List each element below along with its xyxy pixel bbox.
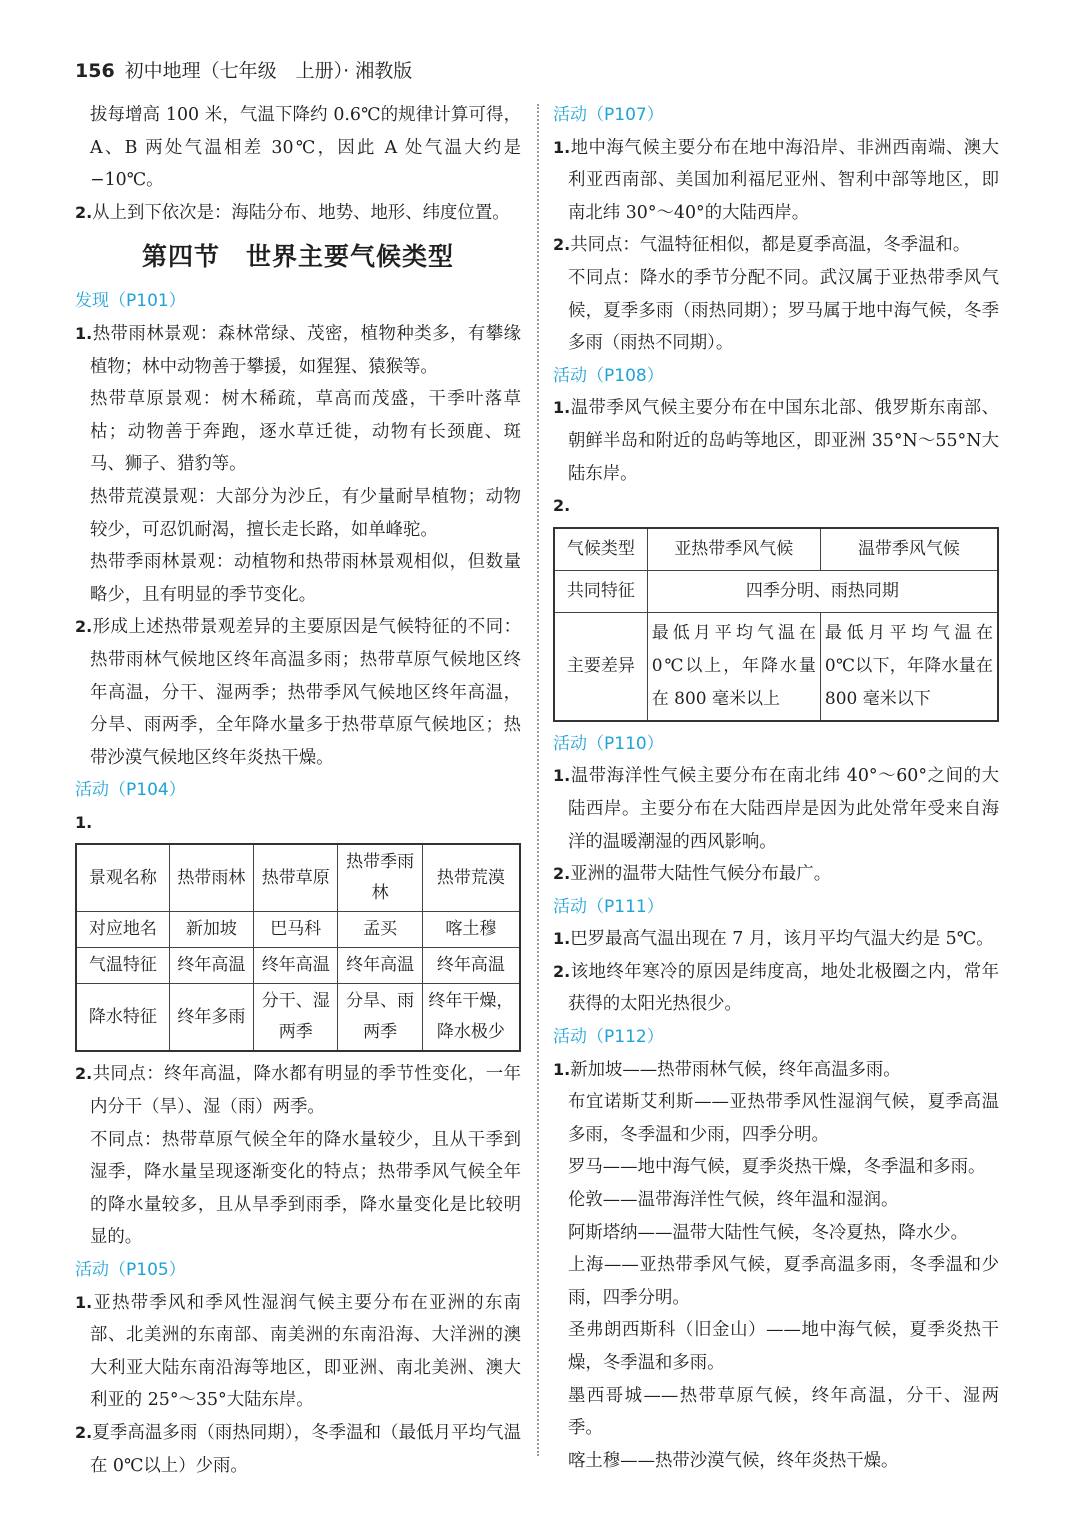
- list-item: [75, 1417, 521, 1482]
- table-row: [554, 612, 998, 721]
- table-row: [554, 570, 998, 612]
- item-number: 2.: [553, 496, 571, 516]
- table-cell: 热带荒漠: [422, 844, 520, 912]
- table-cell: 分旱、雨两季: [338, 984, 422, 1052]
- table-cell: 分干、湿两季: [254, 984, 338, 1052]
- list-item: [553, 132, 999, 230]
- table-cell: 亚热带季风气候: [647, 528, 820, 571]
- table-cell: 终年高温: [169, 948, 253, 984]
- item-text: 共同点：气温特征相似，都是夏季高温，冬季温和。: [570, 235, 971, 256]
- item-number: 2.: [553, 235, 571, 255]
- item-number: 2.: [75, 1423, 93, 1442]
- table-cell: 孟买: [338, 912, 422, 948]
- table-cell: 新加坡: [169, 912, 253, 948]
- left-column: [75, 99, 521, 1482]
- section-title: 第四节 世界主要气候类型: [141, 242, 454, 272]
- item-number: 2.: [75, 1064, 93, 1084]
- table-cell: 终年高温: [422, 948, 520, 984]
- list-item: [75, 807, 521, 840]
- paragraph: 阿斯塔纳——温带大陆性气候，冬冷夏热，降水少。: [568, 1222, 968, 1243]
- item-text: 温带海洋性气候主要分布在南北纬 40°～60°之间的大陆西岸。主要分布在大陆西岸是因为此处常年受来自海洋的温暖潮湿的西风影响。: [568, 766, 999, 852]
- paragraph: 不同点：热带草原气候全年的降水量较少，且从干季到湿季，降水量呈现逐渐变化的特点；热带季风气候全年的降水量较多，且从旱季到雨季，降水量变化是比较明显的。: [90, 1129, 521, 1248]
- table-cell: 景观名称: [76, 844, 169, 912]
- table-cell: 巴马科: [254, 912, 338, 948]
- paragraph: 热带草原景观：树木稀疏，草高而茂盛，干季叶落草枯；动物善于奔跑，逐水草迁徙，动物有长颈鹿、斑马、狮子、猎豹等。: [90, 389, 521, 475]
- table-row: [76, 948, 520, 984]
- table-cell: 气温特征: [76, 948, 169, 984]
- table-cell: 喀土穆: [422, 912, 520, 948]
- table-cell: 热带雨林: [169, 844, 253, 912]
- item-text: 亚热带季风和季风性湿润气候主要分布在亚洲的东南部、北美洲的东南部、南美洲的东南沿海、大洋洲的澳大利亚大陆东南沿海等地区，即亚洲、南北美洲、澳大利亚的 25°～35°大陆东岸。: [90, 1292, 521, 1411]
- section-label-p112: 活动（P112）: [553, 1027, 664, 1048]
- item-number: 1.: [75, 812, 93, 832]
- item-number: 1.: [75, 323, 93, 343]
- list-item: [75, 1058, 521, 1123]
- item-text: 新加坡——热带雨林气候，终年高温多雨。: [570, 1059, 901, 1080]
- table-cell: 终年干燥，降水极少: [422, 984, 520, 1052]
- list-item: [553, 490, 999, 523]
- table-cell: 降水特征: [76, 984, 169, 1052]
- item-text: 温带季风气候主要分布在中国东北部、俄罗斯东南部、朝鲜半岛和附近的岛屿等地区，即亚洲 35°N～55°N大陆东岸。: [568, 398, 999, 484]
- list-item: [75, 1287, 521, 1417]
- table-row: [76, 912, 520, 948]
- paragraph: 墨西哥城——热带草原气候，终年高温，分干、湿两季。: [568, 1385, 999, 1439]
- list-item: [553, 760, 999, 858]
- item-number: 1.: [75, 1292, 93, 1312]
- list-item: [75, 611, 521, 774]
- section-label-p108: 活动（P108）: [553, 365, 664, 386]
- continued-text: 拔每增高 100 米，气温下降约 0.6℃的规律计算可得，A、B 两处气温相差 30℃，因此 A 处气温大约是−10℃。: [90, 105, 521, 191]
- section-label-p107: 活动（P107）: [553, 105, 664, 125]
- table-cell: 终年高温: [254, 948, 338, 984]
- monsoon-comparison-table: [553, 527, 999, 722]
- item-number: 1.: [553, 137, 571, 157]
- table-cell: 对应地名: [76, 912, 169, 948]
- item-text: 该地终年寒冷的原因是纬度高，地处北极圈之内，常年获得的太阳光热很少。: [568, 961, 999, 1015]
- paragraph: 不同点：降水的季节分配不同。武汉属于亚热带季风气候，夏季多雨（雨热同期）；罗马属于地中海气候，冬季多雨（雨热不同期）。: [568, 267, 999, 354]
- table-row: [76, 984, 520, 1052]
- item-number: 1.: [553, 929, 571, 949]
- book-title: 初中地理（七年级 上册）· 湘教版: [124, 60, 413, 82]
- table-cell: 终年高温: [338, 948, 422, 984]
- table-cell: 终年多雨: [169, 984, 253, 1052]
- page-number: 156: [75, 60, 115, 82]
- table-row: [554, 528, 998, 571]
- table-cell: 主要差异: [554, 612, 647, 721]
- item-text: 巴罗最高气温出现在 7 月，该月平均气温大约是 5℃。: [570, 929, 994, 950]
- paragraph: 上海——亚热带季风气候，夏季高温多雨，冬季温和少雨，四季分明。: [568, 1255, 999, 1308]
- item-text: 地中海气候主要分布在地中海沿岸、非洲西南端、澳大利亚西南部、美国加利福尼亚州、智利中部等地区，即南北纬 30°～40°的大陆西岸。: [568, 137, 999, 223]
- section-label-p111: 活动（P111）: [553, 896, 664, 917]
- list-item: [553, 923, 999, 956]
- section-label-p104: 活动（P104）: [75, 780, 186, 801]
- item-number: 2.: [553, 864, 571, 884]
- list-item: [553, 956, 999, 1021]
- list-item: [553, 1054, 999, 1087]
- table-cell: 气候类型: [554, 528, 647, 571]
- table-cell: 最低月平均气温在 0℃以下，年降水量在 800 毫米以下: [820, 612, 998, 721]
- item-text: 夏季高温多雨（雨热同期），冬季温和（最低月平均气温在 0℃以上）少雨。: [90, 1423, 521, 1476]
- landscape-table: [75, 843, 521, 1052]
- item-number: 1.: [553, 398, 571, 418]
- table-cell: 温带季风气候: [820, 528, 998, 571]
- item-text: 热带雨林景观：森林常绿、茂密，植物种类多，有攀缘植物；林中动物善于攀援，如猩猩、猿猴等。: [90, 323, 521, 377]
- item-number: 2.: [75, 202, 93, 222]
- paragraph: 伦敦——温带海洋性气候，终年温和湿润。: [568, 1190, 899, 1211]
- section-label-p105: 活动（P105）: [75, 1260, 186, 1281]
- item-text: 亚洲的温带大陆性气候分布最广。: [570, 864, 832, 885]
- page-header: [75, 56, 412, 88]
- list-item: [553, 858, 999, 891]
- table-cell: 热带草原: [254, 844, 338, 912]
- list-item: [553, 229, 999, 262]
- paragraph: 热带荒漠景观：大部分为沙丘，有少量耐旱植物；动物较少，可忍饥耐渴，擅长走长路，如单峰驼。: [90, 486, 521, 540]
- item-number: 1.: [553, 1059, 571, 1079]
- paragraph: 喀土穆——热带沙漠气候，终年炎热干燥。: [568, 1450, 899, 1471]
- item-number: 1.: [553, 766, 571, 786]
- column-divider: [537, 104, 539, 1456]
- section-label-p110: 活动（P110）: [553, 733, 664, 754]
- paragraph: 罗马——地中海气候，夏季炎热干燥，冬季温和多雨。: [568, 1157, 986, 1178]
- table-cell: 最低月平均气温在 0℃以上，年降水量在 800 毫米以上: [647, 612, 820, 721]
- list-item: [75, 197, 521, 230]
- table-cell: 四季分明、雨热同期: [647, 570, 998, 612]
- section-label-faxian: 发现（P101）: [75, 291, 186, 312]
- paragraph: 布宜诺斯艾利斯——亚热带季风性湿润气候，夏季高温多雨，冬季温和少雨，四季分明。: [568, 1092, 999, 1145]
- list-item: [75, 318, 521, 383]
- item-text: 从上到下依次是：海陆分布、地势、地形、纬度位置。: [92, 202, 510, 223]
- right-column: [553, 99, 999, 1477]
- table-row: [76, 844, 520, 912]
- item-number: 2.: [553, 961, 571, 981]
- list-item: [553, 392, 999, 490]
- paragraph: 圣弗朗西斯科（旧金山）——地中海气候，夏季炎热干燥，冬季温和多雨。: [568, 1320, 999, 1373]
- item-text: 形成上述热带景观差异的主要原因是气候特征的不同：热带雨林气候地区终年高温多雨；热带草原气候地区终年高温，分干、湿两季；热带季风气候地区终年高温，分旱、雨两季，全年降水量多于热带草原气候地区；热带沙漠气候地区终年炎热干燥。: [90, 617, 521, 768]
- item-text: 共同点：终年高温，降水都有明显的季节性变化，一年内分干（旱）、湿（雨）两季。: [90, 1064, 521, 1118]
- item-number: 2.: [75, 617, 93, 637]
- table-cell: 热带季雨林: [338, 844, 422, 912]
- paragraph: 热带季雨林景观：动植物和热带雨林景观相似，但数量略少，且有明显的季节变化。: [90, 552, 521, 605]
- table-cell: 共同特征: [554, 570, 647, 612]
